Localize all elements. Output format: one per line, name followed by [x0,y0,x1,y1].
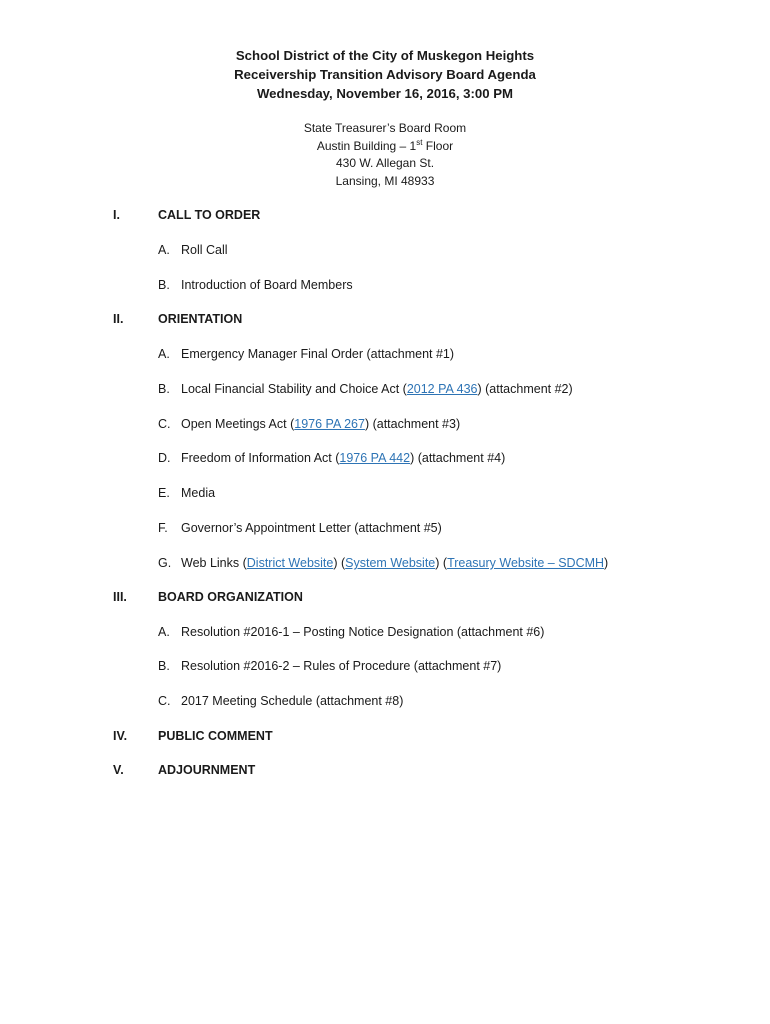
pa-436-link[interactable]: 2012 PA 436 [406,382,478,396]
location-room: State Treasurer’s Board Room [303,121,467,135]
item-text: Resolution #2016-1 – Posting Notice Designation (attachment #6) [181,625,545,639]
location-city: Lansing, MI 48933 [335,173,435,188]
section-number: V. [113,763,124,777]
agenda-title: Receivership Transition Advisory Board Agenda [234,67,536,82]
item-text: Resolution #2016-2 – Rules of Procedure (attachment #7) [181,659,502,673]
item-text: Governor’s Appointment Letter (attachment #5) [181,521,442,535]
item-letter: A. [158,625,170,639]
item-text-post: ) (attachment #4) [410,451,506,465]
item-text-mid: ) ( [333,556,346,570]
district-name: School District of the City of Muskegon Heights [235,48,535,63]
item-text: Media [181,486,216,500]
item-text-pre: Local Financial Stability and Choice Act ( [181,382,407,396]
item-letter: C. [158,694,171,708]
item-text-post: ) [604,556,609,570]
item-letter: B. [158,659,170,673]
item-text [181,451,505,465]
section-title: ORIENTATION [158,312,243,326]
item-text [181,556,608,570]
section-number: II. [113,312,124,326]
location-building [0,138,770,156]
meeting-datetime: Wednesday, November 16, 2016, 3:00 PM [256,86,514,101]
building-prefix: Austin Building – 1 [316,138,417,153]
building-sup: st [416,137,423,147]
item-letter: F. [158,521,168,535]
pa-267-link[interactable]: 1976 PA 267 [294,417,365,431]
item-letter: A. [158,243,170,257]
item-text-mid: ) ( [435,556,448,570]
item-text-pre: Freedom of Information Act ( [181,451,340,465]
section-number: I. [113,208,120,222]
section-number: IV. [113,729,128,743]
item-text-pre: Open Meetings Act ( [181,417,295,431]
item-letter: D. [158,451,171,465]
agenda-header [0,46,770,103]
item-letter: C. [158,417,171,431]
item-text: Roll Call [181,243,228,257]
item-text: Introduction of Board Members [181,278,353,292]
section-title: ADJOURNMENT [158,763,256,777]
item-text: 2017 Meeting Schedule (attachment #8) [181,694,404,708]
location-street: 430 W. Allegan St. [335,156,435,170]
section-number: III. [113,590,127,604]
item-letter: G. [158,556,172,570]
item-letter: B. [158,382,170,396]
item-letter: B. [158,278,170,292]
district-website-link[interactable]: District Website [246,556,334,570]
item-letter: E. [158,486,170,500]
item-text-pre: Web Links ( [181,556,247,570]
section-title: CALL TO ORDER [158,208,261,222]
item-text [181,382,573,396]
system-website-link[interactable]: System Website [345,556,436,570]
building-suffix: Floor [422,138,454,153]
pa-442-link[interactable]: 1976 PA 442 [339,451,411,465]
item-text [181,417,460,431]
meeting-location [0,120,770,190]
item-text-post: ) (attachment #3) [364,417,461,431]
treasury-website-link[interactable]: Treasury Website – SDCMH [447,556,605,570]
item-text: Emergency Manager Final Order (attachment #1) [181,347,455,361]
item-letter: A. [158,347,170,361]
item-text-post: ) (attachment #2) [477,382,573,396]
section-title: PUBLIC COMMENT [158,729,273,743]
section-title: BOARD ORGANIZATION [158,590,303,604]
